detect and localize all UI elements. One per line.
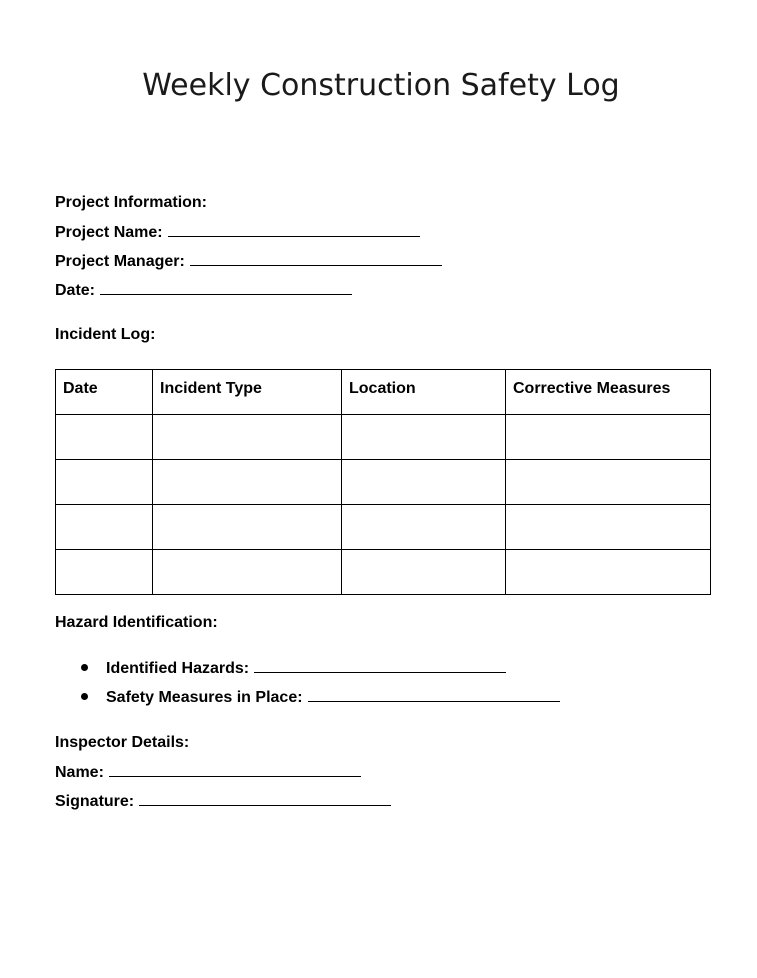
incident-log-heading: Incident Log: [55, 326, 156, 343]
column-header-incident-type: Incident Type [153, 370, 342, 415]
bullet-icon [81, 664, 88, 671]
inspector-name-row [55, 762, 361, 783]
table-cell[interactable] [506, 550, 711, 595]
table-cell[interactable] [342, 550, 506, 595]
identified-hazards-field[interactable] [254, 658, 506, 673]
project-manager-label: Project Manager: [55, 253, 185, 270]
table-cell[interactable] [56, 415, 153, 460]
incident-log-table [55, 369, 711, 595]
table-cell[interactable] [506, 505, 711, 550]
project-info-heading: Project Information: [55, 194, 208, 211]
table-cell[interactable] [506, 415, 711, 460]
project-name-label: Project Name: [55, 224, 163, 241]
bullet-icon [81, 693, 88, 700]
document-title: Weekly Construction Safety Log [142, 68, 620, 103]
hazard-item-identified [81, 658, 506, 679]
inspector-heading: Inspector Details: [55, 734, 190, 751]
column-header-date: Date [56, 370, 153, 415]
table-cell[interactable] [153, 550, 342, 595]
table-cell[interactable] [56, 505, 153, 550]
date-row [55, 280, 352, 301]
table-cell[interactable] [56, 550, 153, 595]
signature-field[interactable] [139, 791, 391, 806]
column-header-location: Location [342, 370, 506, 415]
project-name-row [55, 222, 420, 243]
table-row [56, 505, 711, 550]
hazard-heading: Hazard Identification: [55, 614, 218, 631]
identified-hazards-label: Identified Hazards: [106, 660, 250, 677]
signature-row [55, 791, 391, 812]
table-cell[interactable] [342, 415, 506, 460]
safety-measures-field[interactable] [308, 687, 560, 702]
table-cell[interactable] [153, 415, 342, 460]
table-cell[interactable] [153, 460, 342, 505]
signature-label: Signature: [55, 793, 135, 810]
project-manager-field[interactable] [190, 251, 442, 266]
table-header-row [56, 370, 711, 415]
date-label: Date: [55, 282, 96, 299]
column-header-corrective-measures: Corrective Measures [506, 370, 711, 415]
inspector-name-label: Name: [55, 764, 104, 781]
hazard-item-safety-measures [81, 687, 560, 708]
project-name-field[interactable] [168, 222, 420, 237]
table-cell[interactable] [153, 505, 342, 550]
table-row [56, 415, 711, 460]
table-cell[interactable] [56, 460, 153, 505]
project-manager-row [55, 251, 442, 272]
safety-measures-label: Safety Measures in Place: [106, 689, 303, 706]
date-field[interactable] [100, 280, 352, 295]
table-cell[interactable] [342, 505, 506, 550]
table-cell[interactable] [342, 460, 506, 505]
table-cell[interactable] [506, 460, 711, 505]
inspector-name-field[interactable] [109, 762, 361, 777]
table-row [56, 550, 711, 595]
table-row [56, 460, 711, 505]
